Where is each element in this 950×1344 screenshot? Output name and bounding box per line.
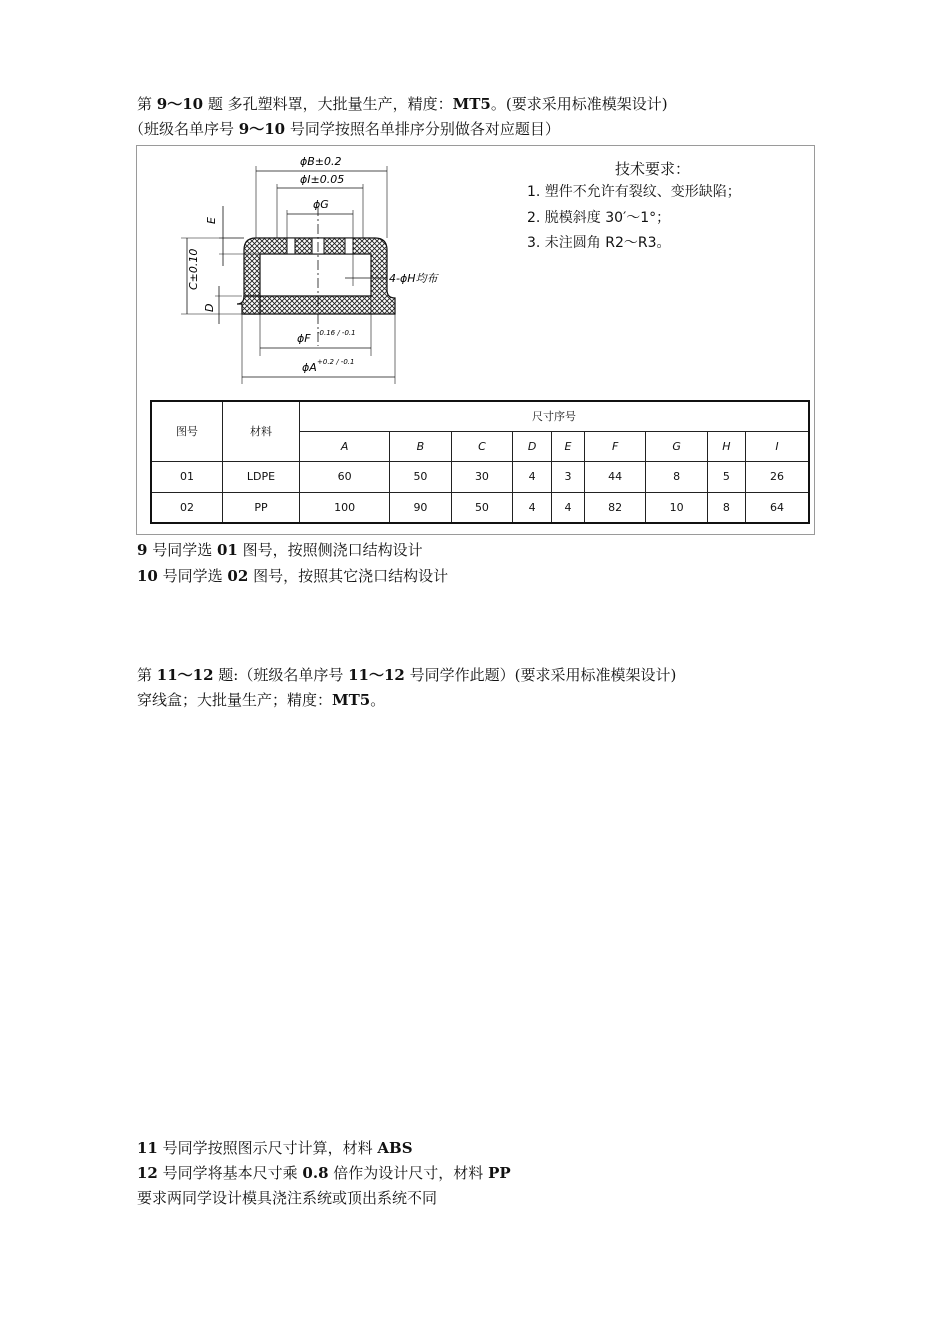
figure-number: 01 — [216, 541, 238, 559]
cell-value: 8 — [707, 492, 745, 523]
cell-value: 5 — [707, 461, 745, 492]
dim-f-label: ϕF — [297, 332, 311, 345]
note-text: 倍作为设计尺寸，材料 — [328, 1164, 489, 1182]
note-text: 号同学选 — [147, 541, 217, 559]
note-student-10 — [137, 566, 448, 586]
note-student-9 — [137, 540, 423, 560]
cell-fig: 01 — [151, 461, 223, 492]
cell-value: 8 — [646, 461, 708, 492]
heading-prefix: 第 — [137, 95, 157, 113]
problem-11-12-heading — [137, 665, 676, 685]
note-student-11 — [137, 1138, 413, 1158]
note-text: 号同学选 — [157, 567, 228, 585]
header-letter: B — [390, 431, 452, 461]
subheading-tail: 。 — [370, 691, 386, 709]
note-student-12 — [137, 1163, 511, 1183]
cell-value: 50 — [390, 461, 452, 492]
heading-text: 号同学作此题）(要求采用标准模架设计) — [404, 666, 677, 684]
header-letter: H — [707, 431, 745, 461]
dim-a-label: ϕA — [302, 361, 317, 374]
subheading-text: 号同学按照名单排序分别做各对应题目） — [285, 120, 560, 138]
cell-material: PP — [223, 492, 300, 523]
header-letter: A — [300, 431, 390, 461]
cell-value: 4 — [513, 461, 552, 492]
header-fig-no: 图号 — [151, 401, 223, 461]
hole-right — [345, 238, 353, 254]
subheading-prefix: （班级名单序号 — [129, 120, 239, 138]
heading-problem-number: 11～12 — [156, 666, 214, 684]
cell-value: 64 — [745, 492, 809, 523]
material-name: ABS — [377, 1139, 413, 1157]
header-letter: D — [513, 431, 552, 461]
requirement-item-2: 2. 脱模斜度 30′～1°； — [527, 210, 671, 226]
heading-problem-number: 9～10 — [156, 95, 204, 113]
figure-panel — [136, 145, 815, 535]
cell-fig: 02 — [151, 492, 223, 523]
problem-9-10-subheading — [129, 119, 560, 139]
header-letter: C — [451, 431, 513, 461]
cell-value: 4 — [513, 492, 552, 523]
cell-value: 82 — [584, 492, 646, 523]
dim-a-tolerance: +0.2 / -0.1 — [317, 358, 355, 366]
dim-e-label: E — [205, 217, 218, 224]
heading-text: 题:（班级名单序号 — [213, 666, 349, 684]
requirement-item-3: 3. 未注圆角 R2～R3。 — [527, 235, 671, 251]
cell-value: 26 — [745, 461, 809, 492]
material-name: PP — [488, 1164, 511, 1182]
requirement-item-1: 1. 塑件不允许有裂纹、变形缺陷； — [527, 184, 741, 200]
student-number: 10 — [137, 567, 158, 585]
subheading-number: 9～10 — [238, 120, 286, 138]
dim-i-label: ϕI±0.05 — [300, 173, 345, 186]
cell-value: 4 — [552, 492, 585, 523]
cell-value: 50 — [451, 492, 513, 523]
dimension-spec-table — [150, 400, 810, 524]
cell-value: 30 — [451, 461, 513, 492]
header-material: 材料 — [223, 401, 300, 461]
figure-number: 02 — [227, 567, 249, 585]
note-text: 号同学按照图示尺寸计算，材料 — [157, 1139, 378, 1157]
dim-d-label: D — [203, 303, 216, 312]
cell-value: 10 — [646, 492, 708, 523]
cell-value: 3 — [552, 461, 585, 492]
table-row — [151, 492, 809, 523]
note-text: 图号，按照其它浇口结构设计 — [248, 567, 449, 585]
header-letter: E — [552, 431, 585, 461]
note-requirement: 要求两同学设计模具浇注系统或顶出系统不同 — [137, 1189, 438, 1207]
scale-factor: 0.8 — [302, 1164, 329, 1182]
heading-prefix: 第 — [137, 666, 157, 684]
table-row — [151, 461, 809, 492]
heading-precision: MT5 — [452, 95, 491, 113]
dim-g-label: ϕG — [313, 198, 329, 211]
problem-11-12-subheading — [137, 690, 385, 710]
heading-tail: 。(要求采用标准模架设计) — [490, 95, 668, 113]
subheading-precision: MT5 — [332, 691, 371, 709]
cell-value: 90 — [390, 492, 452, 523]
student-number: 12 — [137, 1164, 158, 1182]
header-dimension-index: 尺寸序号 — [300, 401, 810, 431]
problem-9-10-heading — [137, 94, 668, 114]
requirements-title: 技术要求： — [615, 160, 691, 178]
cell-value: 100 — [300, 492, 390, 523]
heading-problem-number: 11～12 — [348, 666, 405, 684]
header-letter: G — [646, 431, 708, 461]
note-text: 图号，按照侧浇口结构设计 — [237, 541, 423, 559]
hole-left — [287, 238, 295, 254]
cell-material: LDPE — [223, 461, 300, 492]
subheading-text: 穿线盒；大批量生产；精度： — [137, 691, 333, 709]
header-letter: F — [584, 431, 646, 461]
dim-b-label: ϕB±0.2 — [300, 155, 342, 168]
heading-text: 题 多孔塑料罩，大批量生产，精度： — [203, 95, 453, 113]
dim-h-label: 4-ϕH均布 — [389, 272, 438, 285]
cell-value: 44 — [584, 461, 646, 492]
note-text: 号同学将基本尺寸乘 — [157, 1164, 303, 1182]
dim-c-label: C±0.10 — [187, 248, 200, 290]
dim-f-tolerance: -0.16 / -0.1 — [317, 329, 356, 337]
cell-value: 60 — [300, 461, 390, 492]
student-number: 11 — [137, 1139, 158, 1157]
header-letter: I — [745, 431, 809, 461]
student-number: 9 — [137, 541, 148, 559]
